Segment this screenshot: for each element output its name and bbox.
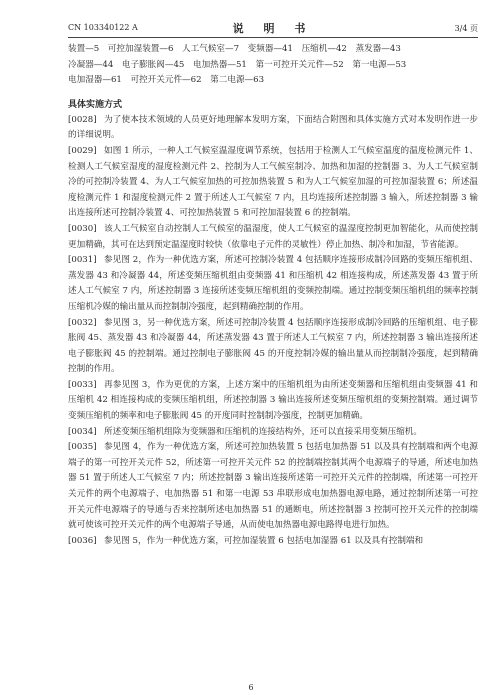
paragraph-text: 参见图 3，另一种优选方案，所述可控制冷装置 4 包括顺序连接形成制冷回路的压缩机组、电子膨胀阀 45、蒸发器 43 和冷凝器 44，所述蒸发器 43 置于所述人工气候室 7 内，所述控制器 3 输出连接所述电子膨胀阀 45 的控制端。通过控制电子膨胀阀 45 的开度控制冷媒的输出量从而控制制冷强度，起到精确控制的作用。 <box>68 317 478 375</box>
doc-number: CN 103340122 A <box>68 23 138 32</box>
paragraph-text: 参见图 5，作为一种优选方案，可控加湿装置 6 包括电加湿器 61 以及具有控制端和 <box>104 535 424 546</box>
header-rule <box>68 37 478 38</box>
page-number: 6 <box>248 683 254 692</box>
paragraph-number: [0030] <box>68 223 97 234</box>
paragraph <box>68 316 478 378</box>
paragraph-text: 为了使本技术领域的人员更好地理解本发明方案，下面结合附图和具体实施方式对本发明作进一步的详细说明。 <box>68 114 478 141</box>
reference-legend <box>68 42 478 89</box>
paragraph-number: [0032] <box>68 317 97 328</box>
section-title: 具体实施方式 <box>68 99 123 110</box>
legend-line: 电加湿器—61 可控开关元件—62 第二电源—63 <box>68 75 265 86</box>
doc-title: 说 明 书 <box>232 22 314 35</box>
paragraph-number: [0036] <box>68 535 97 546</box>
paragraph-number: [0034] <box>68 426 97 437</box>
legend-line: 冷凝器—44 电子膨胀阀—45 电加热器—51 第一可控开关元件—52 第一电源—53 <box>68 59 407 70</box>
paragraph <box>68 113 478 144</box>
paragraph-text: 参见图 2，作为一种优选方案，所述可控制冷装置 4 包括顺序连接形成制冷回路的变频压缩机组、蒸发器 43 和冷凝器 44，所述变频压缩机组由变频器 41 和压缩机 42 相连接构成，所述蒸发器 43 置于所述人工气候室 7 内，所述控制器 3 连接所述变频压缩机组的变频控制端。通过控制变频压缩机组的频率控制压缩机冷媒的输出量从而控制制冷强度，起到精确控制的作用。 <box>68 255 478 312</box>
legend-line: 装置—5 可控加湿装置—6 人工气候室—7 变频器—41 压缩机—42 蒸发器—43 <box>68 44 401 54</box>
paragraph <box>68 425 478 441</box>
paragraph-text: 该人工气候室自动控制人工气候室的温湿度，使人工气候室的温湿度控制更加智能化，从而使控制更加精确，其可在达到预定温湿度时较快（依靠电子元件的灵敏性）停止加热、制冷和加湿，节省能源。 <box>68 223 478 250</box>
page-body <box>68 42 478 549</box>
paragraph <box>68 378 478 425</box>
paragraph-number: [0035] <box>68 442 97 453</box>
paragraph-text: 参见图 4，作为一种优选方案，所述可控加热装置 5 包括电加热器 51 以及具有控制端和两个电源端子的第一可控开关元件 52，所述第一可控开关元件 52 的控制端控制其两个电源端子的导通，所述电加热器 51 置于所述人工气候室 7 内；所述控制器 3 输出连接所述第一可控开关元件的控制端，所述第一可控开关元件的两个电源端子、电加热器 51 和第一电源 53 串联形成电加热器电源电路，通过控制所述第一可控开关元件电源端子的导通与否来控制所述电加热器 51 的通断电，所述控制器 3 控制可控开关元件的控制端就可使该可控开关元件的两个电源端子导通，从而使电加热器电源电路得电进行加热。 <box>68 442 478 531</box>
paragraph-text: 如图 1 所示，一种人工气候室温湿度调节系统，包括用于检测人工气候室温度的温度检测元件 1、检测人工气候室湿度的湿度检测元件 2、控制为人工气候室制冷、加热和加湿的控制器 3、为人工气候室制冷的可控制冷装置 4、为人工气候室加热的可控加热装置 5 和为人工气候室加湿的可控加湿装置 6；所述温度检测元件 1 和湿度检测元件 2 置于所述人工气候室 7 内，且均连接所述控制器 3 输入，所述控制器 3 输出连接所述可控制冷装置 4、可控加热装置 5 和可控加湿装置 6 的控制端。 <box>68 145 478 219</box>
paragraph <box>68 144 478 222</box>
page-info: 3/4 页 <box>454 24 478 33</box>
paragraph <box>68 222 478 253</box>
page-header <box>68 20 478 36</box>
paragraph <box>68 534 478 550</box>
paragraph <box>68 440 478 534</box>
paragraph <box>68 253 478 315</box>
paragraph-number: [0028] <box>68 114 97 125</box>
paragraph-text: 所述变频压缩机组除为变频器和压缩机的连接结构外，还可以直接采用变频压缩机。 <box>104 426 422 437</box>
paragraph-number: [0031] <box>68 255 97 266</box>
paragraph-number: [0029] <box>68 145 97 156</box>
paragraph-text: 再参见图 3，作为更优的方案，上述方案中的压缩机组为由所述变频器和压缩机组由变频器 41 和压缩机 42 相连接构成的变频压缩机组，所述控制器 3 输出连接所述变频压缩机组的变频控制端。通过调节变频压缩机的频率和电子膨胀阀 45 的开度同时控制制冷强度，控制更加精确。 <box>68 379 478 422</box>
paragraph-number: [0033] <box>68 379 97 390</box>
